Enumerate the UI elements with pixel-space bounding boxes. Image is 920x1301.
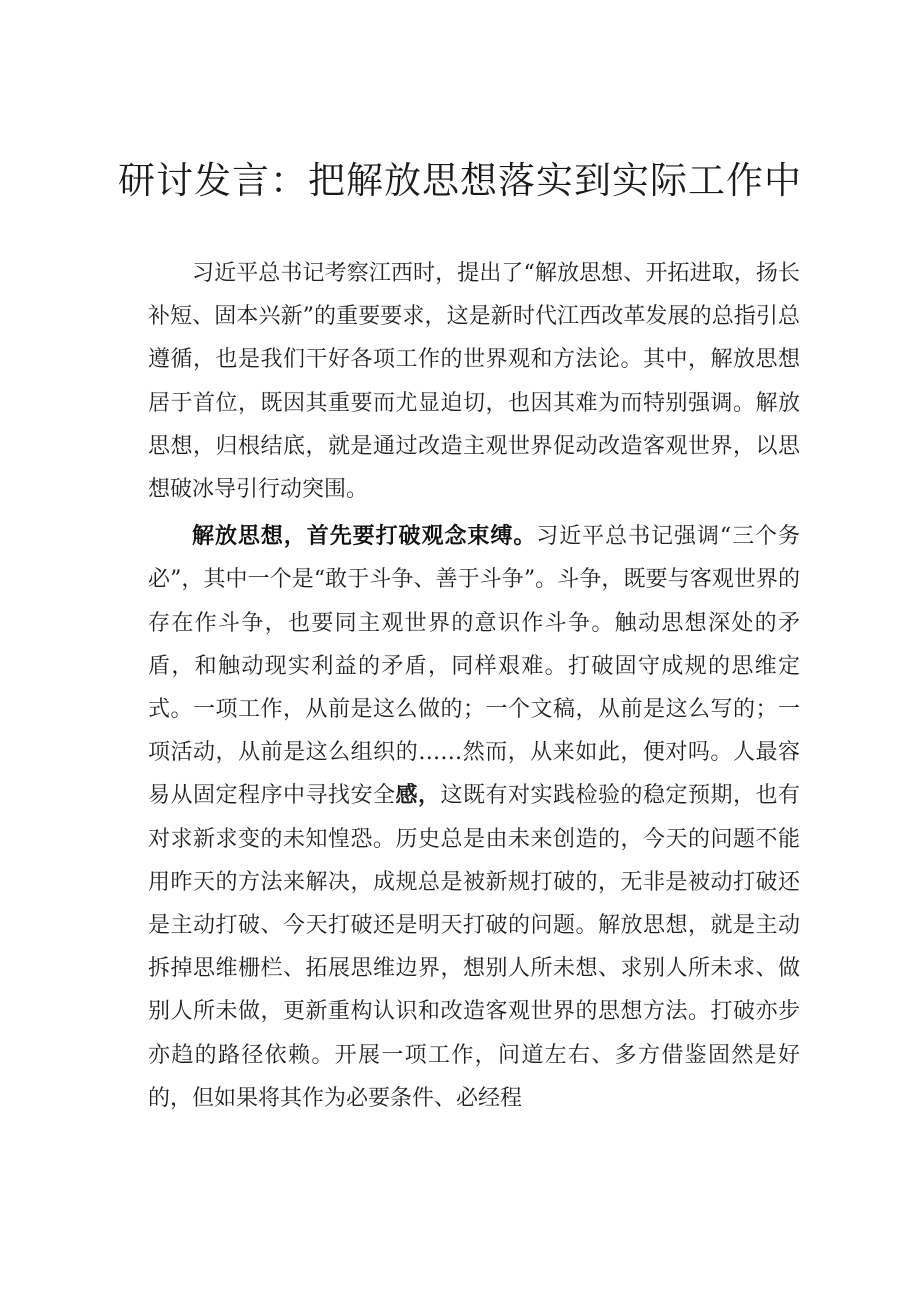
emphasized-text: 感， (395, 783, 441, 809)
document-body (148, 252, 800, 1120)
paragraph-intro: 习近平总书记考察江西时，提出了“解放思想、开拓进取，扬长补短、固本兴新”的重要要求，这是新时代江西改革发展的总指引总遵循，也是我们干好各项工作的世界观和方法论。其中，解放思想居于首位，既因其重要而尤显迫切，也因其难为而特别强调。解放思想，归根结底，就是通过改造主观世界促动改造客观世界，以思想破冰导引行动突围。 (148, 261, 800, 503)
paragraph-break-conventions (148, 515, 800, 1120)
paragraph-text: 习近平总书记强调“三个务必”，其中一个是“敢于斗争、善于斗争”。斗争，既要与客观世界的存在作斗争，也要同主观世界的意识作斗争。触动思想深处的矛盾，和触动现实利益的矛盾，同样艰难。打破固守成规的思维定式。一项工作，从前是这么做的；一个文稿，从前是这么写的；一项活动，从前是这么组织的……然而，从来如此，便对吗。人最容易从固定程序中寻找安全 (148, 524, 800, 809)
paragraph-lead-heading: 解放思想，首先要打破观念束缚。 (192, 524, 537, 550)
paragraph-text-continued: 这既有对实践检验的稳定预期，也有对求新求变的未知惶恐。历史总是由未来创造的，今天的问题不能用昨天的方法来解决，成规总是被新规打破的，无非是被动打破还是主动打破、今天打破还是明天打破的问题。解放思想，就是主动拆掉思维栅栏、拓展思维边界，想别人所未想、求别人所未求、做别人所未做，更新重构认识和改造客观世界的思想方法。打破亦步亦趋的路径依赖。开展一项工作，问道左右、多方借鉴固然是好的，但如果将其作为必要条件、必经程 (148, 783, 800, 1111)
document-title: 研讨发言：把解放思想落实到实际工作中 (118, 159, 802, 202)
